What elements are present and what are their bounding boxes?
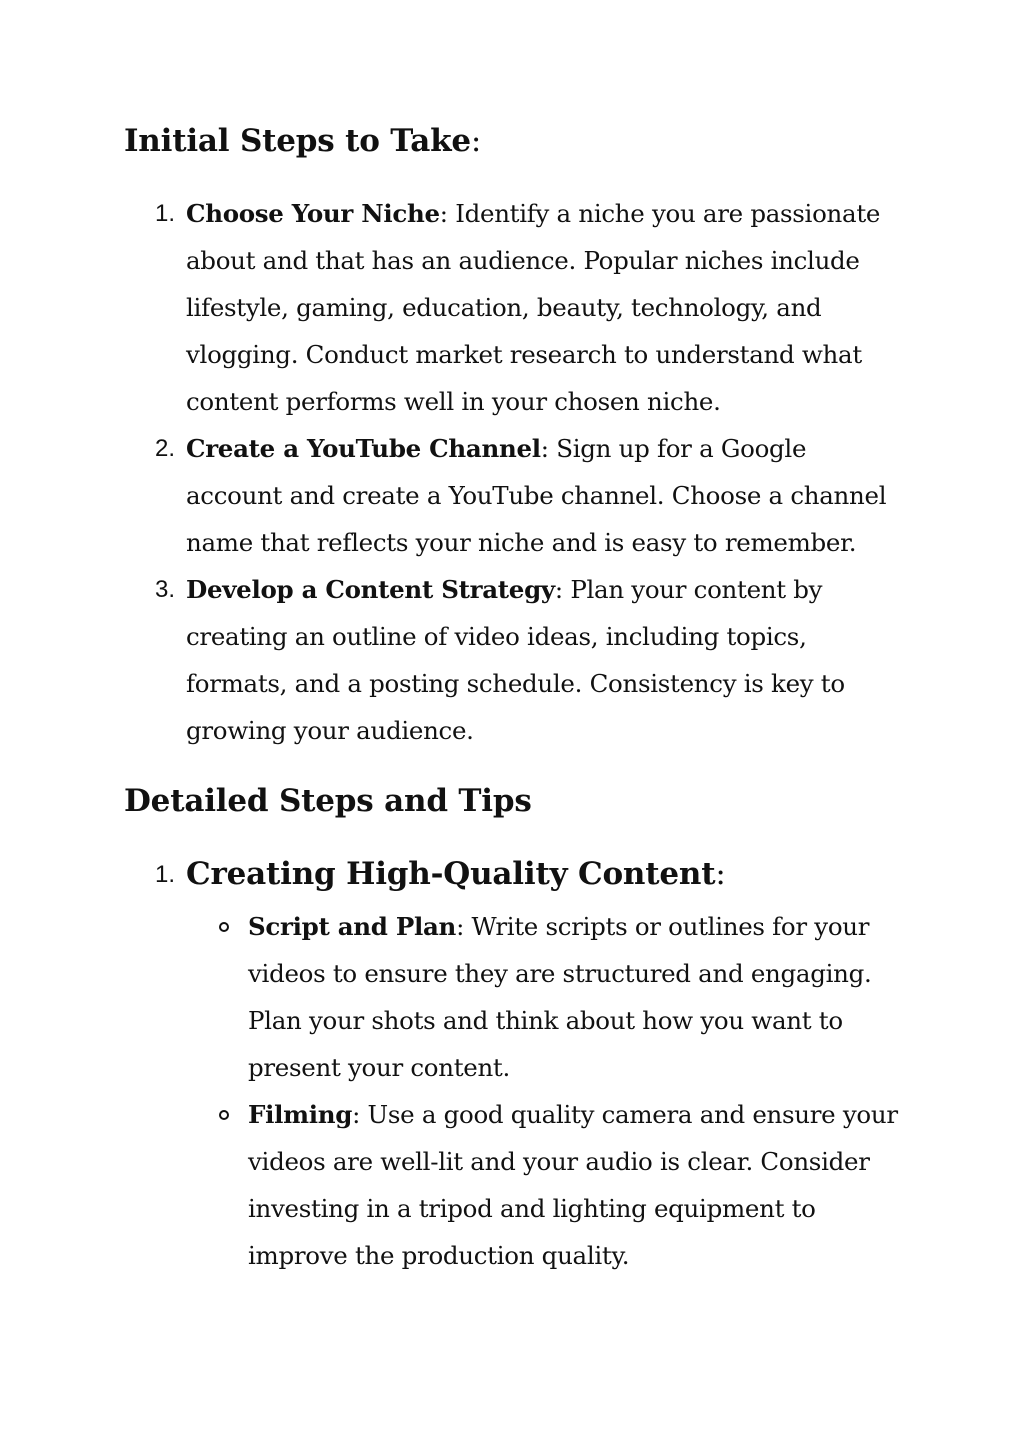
item-term: Filming xyxy=(248,1100,353,1129)
item-line: improve the production quality. xyxy=(248,1241,630,1270)
item-colon: : xyxy=(540,434,549,463)
item-term: Script and Plan xyxy=(248,912,457,941)
hollow-bullet-icon xyxy=(219,1110,229,1120)
list-number: 1. xyxy=(155,861,176,888)
list-number: 3. xyxy=(155,576,176,603)
item-line: formats, and a posting schedule. Consistency is key to xyxy=(186,669,845,698)
item-term: Develop a Content Strategy xyxy=(186,575,555,604)
item-line: videos are well-lit and your audio is clear. Consider xyxy=(248,1147,870,1176)
item-colon: : xyxy=(456,912,465,941)
item-line xyxy=(186,190,926,237)
item-term: Choose Your Niche xyxy=(186,199,440,228)
item-line: about and that has an audience. Popular niches include xyxy=(186,246,860,275)
item-line: content performs well in your chosen niche. xyxy=(186,387,721,416)
heading-initial-steps xyxy=(124,121,481,161)
list-item-create-channel xyxy=(186,425,926,566)
item-line: lifestyle, gaming, education, beauty, technology, and xyxy=(186,293,822,322)
item-colon: : xyxy=(439,199,448,228)
item-line: name that reflects your niche and is easy to remember. xyxy=(186,528,857,557)
item-text: Identify a niche you are passionate xyxy=(447,199,881,228)
item-colon: : xyxy=(352,1100,361,1129)
item-line: vlogging. Conduct market research to understand what xyxy=(186,340,862,369)
item-term: Create a YouTube Channel xyxy=(186,434,541,463)
item-text: Plan your content by xyxy=(562,575,823,604)
item-text: Write scripts or outlines for your xyxy=(464,912,870,941)
list-item-content-strategy xyxy=(186,566,926,754)
item-line: growing your audience. xyxy=(186,716,474,745)
item-text: Sign up for a Google xyxy=(548,434,807,463)
list-item-high-quality-content xyxy=(186,851,726,898)
item-colon: : xyxy=(554,575,563,604)
item-term: Creating High-Quality Content xyxy=(186,856,716,892)
item-line xyxy=(186,566,926,613)
hollow-bullet-icon xyxy=(219,922,229,932)
list-number: 1. xyxy=(155,200,176,227)
heading-initial-steps-text: Initial Steps to Take xyxy=(124,123,471,159)
heading-detailed-steps: Detailed Steps and Tips xyxy=(124,783,532,819)
list-number: 2. xyxy=(155,435,176,462)
item-line: account and create a YouTube channel. Choose a channel xyxy=(186,481,887,510)
item-line: Plan your shots and think about how you want to xyxy=(248,1006,843,1035)
sub-item-script-plan xyxy=(248,903,928,1091)
sub-item-filming xyxy=(248,1091,928,1279)
item-text: Use a good quality camera and ensure your xyxy=(360,1100,898,1129)
item-line xyxy=(248,1091,928,1138)
item-line: videos to ensure they are structured and engaging. xyxy=(248,959,872,988)
item-line: present your content. xyxy=(248,1053,510,1082)
item-line: creating an outline of video ideas, including topics, xyxy=(186,622,807,651)
item-line xyxy=(186,425,926,472)
item-colon: : xyxy=(715,856,726,892)
item-line: investing in a tripod and lighting equipment to xyxy=(248,1194,816,1223)
heading-colon: : xyxy=(470,123,482,159)
list-item-choose-niche xyxy=(186,190,926,425)
item-line xyxy=(248,903,928,950)
